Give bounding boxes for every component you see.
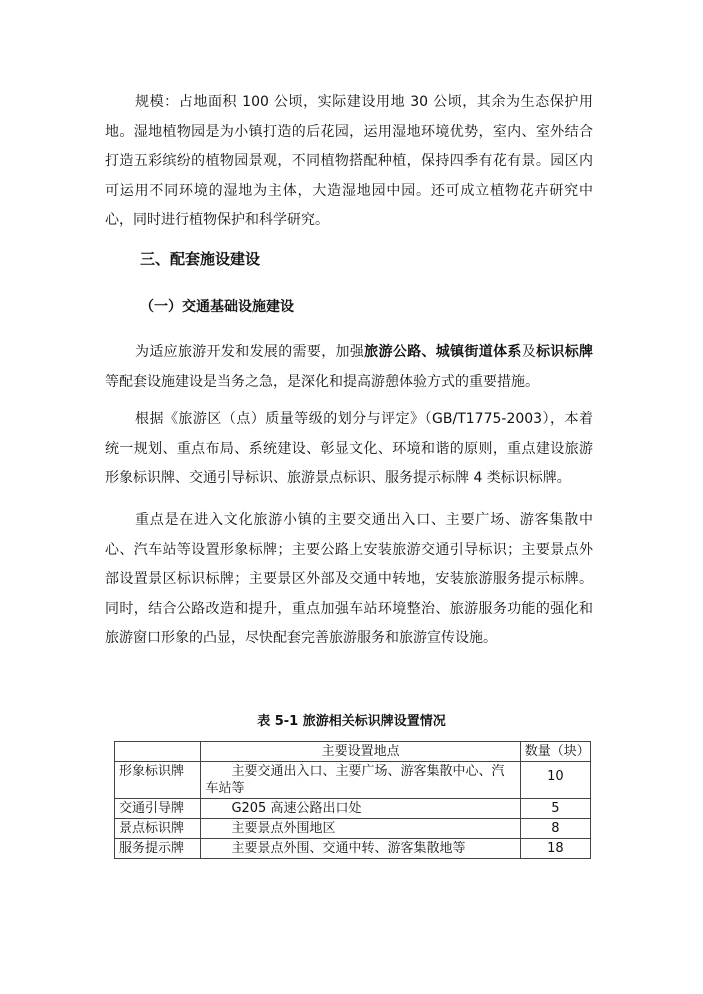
location-text: G205 高速公路出口处: [231, 801, 362, 816]
text-run-bold: 标识标牌: [536, 344, 594, 360]
sign-type-cell: 交通引导牌: [115, 799, 201, 819]
table-header-cell: 数量（块）: [520, 742, 590, 762]
location-cell: [201, 762, 520, 799]
location-text: 主要景点外围地区: [231, 821, 336, 836]
count-cell: 18: [520, 839, 590, 859]
table-header-cell: 主要设置地点: [201, 742, 520, 762]
location-cell: [201, 819, 520, 839]
text-run: 及: [521, 344, 537, 360]
sign-type-cell: 形象标识牌: [115, 762, 201, 799]
text-run: 等配套设施建设是当务之急，是深化和提高游憩体验方式的重要措施。: [105, 373, 539, 390]
paragraph-key-points: 重点是在进入文化旅游小镇的主要交通出入口、主要广场、游客集散中心、汽车站等设置形象标牌；主要公路上安装旅游交通引导标识；主要景点外部设置景区标识标牌；主要景区外部及交通中转地，安装旅游服务提示标牌。同时，结合公路改造和提升，重点加强车站环境整治、旅游服务功能的强化和旅游窗口形象的凸显，尽快配套完善旅游服务和旅游宣传设施。: [105, 512, 593, 646]
subsection-heading: （一）交通基础设施建设: [140, 299, 294, 315]
table-caption: 表 5-1 旅游相关标识牌设置情况: [257, 714, 446, 729]
table-header-cell: [115, 742, 201, 762]
table-row: [115, 799, 591, 819]
section-heading: 三、配套施设建设: [140, 250, 261, 268]
location-cell: [201, 839, 520, 859]
text-run: 为适应旅游开发和发展的需要，加强: [135, 344, 365, 360]
count-cell: 8: [520, 819, 590, 839]
location-cell: [201, 799, 520, 819]
location-text: 主要景点外围、交通中转、游客集散地等: [231, 841, 466, 856]
sign-type-cell: 景点标识牌: [115, 819, 201, 839]
table-row: [115, 819, 591, 839]
table-row: [115, 762, 591, 799]
signage-table: [114, 741, 591, 859]
paragraph-transport: [105, 338, 593, 397]
paragraph-standard: 根据《旅游区（点）质量等级的划分与评定》（GB/T1775-2003），本着统一规划、重点布局、系统建设、彰显文化、环境和谐的原则，重点建设旅游形象标识牌、交通引导标识、旅游景点标识、服务提示标牌 4 类标识标牌。: [105, 411, 593, 486]
table-row: [115, 839, 591, 859]
table-header-row: [115, 742, 591, 762]
count-cell: 10: [520, 762, 590, 799]
paragraph-wetland-garden: 规模：占地面积 100 公顷，实际建设用地 30 公顷，其余为生态保护用地。湿地植物园是为小镇打造的后花园，运用湿地环境优势，室内、室外结合打造五彩缤纷的植物园景观，不同植物搭配种植，保持四季有花有景。园区内可运用不同环境的湿地为主体，大造湿地园中园。还可成立植物花卉研究中心，同时进行植物保护和科学研究。: [105, 94, 593, 228]
sign-type-cell: 服务提示牌: [115, 839, 201, 859]
location-text: 主要交通出入口、主要广场、游客集散中心、汽车站等: [205, 764, 505, 796]
count-cell: 5: [520, 799, 590, 819]
text-run-bold: 旅游公路、城镇街道体系: [364, 344, 522, 360]
